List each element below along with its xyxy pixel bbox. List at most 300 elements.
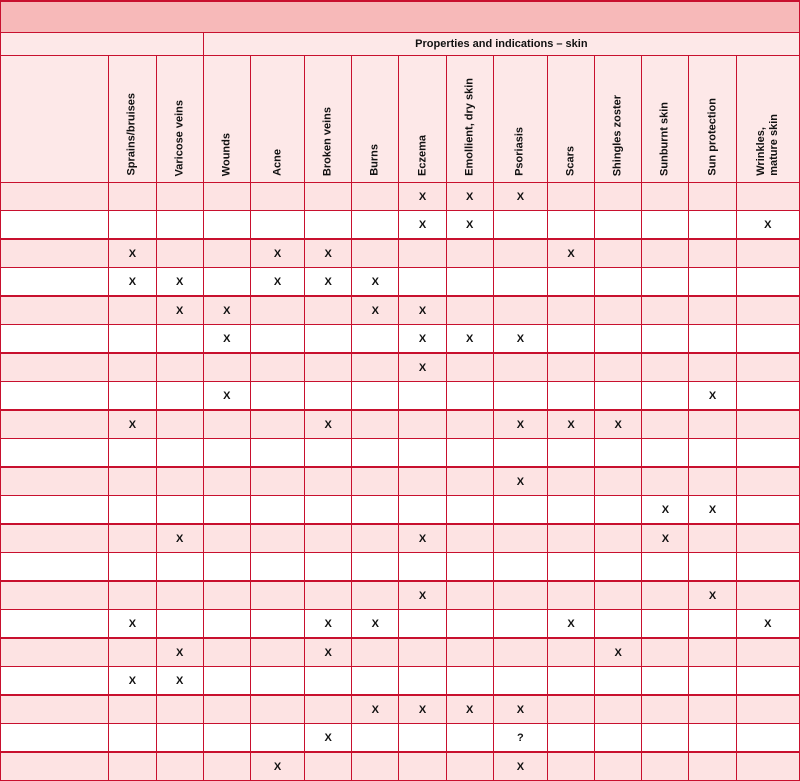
- column-header-label: Wounds: [220, 132, 233, 176]
- table-cell: [736, 296, 799, 325]
- table-cell: [203, 638, 250, 667]
- table-cell: [547, 496, 594, 525]
- table-cell: [399, 382, 446, 411]
- column-header-label: Eczema: [416, 135, 429, 176]
- table-cell: [399, 638, 446, 667]
- table-cell: [399, 268, 446, 297]
- table-cell: [156, 496, 203, 525]
- table-cell: [203, 410, 250, 439]
- table-cell: [493, 496, 547, 525]
- column-header-label: Sun protection: [706, 98, 719, 176]
- table-cell: X: [547, 239, 594, 268]
- table-cell: [250, 695, 304, 724]
- table-cell: X: [547, 410, 594, 439]
- column-header-row: [1, 56, 800, 183]
- table-cell: [642, 553, 689, 582]
- column-header: [156, 56, 203, 183]
- table-cell: [642, 610, 689, 639]
- table-cell: [547, 353, 594, 382]
- row-label-cell: [1, 296, 109, 325]
- table-row: [1, 382, 800, 411]
- table-cell: [493, 353, 547, 382]
- table-cell: [493, 268, 547, 297]
- table-row: [1, 353, 800, 382]
- table-cell: [493, 211, 547, 240]
- table-cell: [689, 439, 736, 468]
- table-cell: [642, 752, 689, 781]
- table-cell: [736, 524, 799, 553]
- table-cell: [250, 439, 304, 468]
- table-cell: [547, 581, 594, 610]
- table-cell: [493, 439, 547, 468]
- row-label-cell: [1, 496, 109, 525]
- table-cell: X: [493, 695, 547, 724]
- column-header: [399, 56, 446, 183]
- table-cell: [595, 496, 642, 525]
- table-cell: [156, 439, 203, 468]
- table-row: [1, 581, 800, 610]
- table-cell: X: [352, 268, 399, 297]
- table-cell: X: [399, 581, 446, 610]
- table-cell: [689, 638, 736, 667]
- row-label-cell: [1, 695, 109, 724]
- table-cell: X: [399, 296, 446, 325]
- table-cell: [203, 667, 250, 696]
- table-cell: X: [446, 211, 493, 240]
- table-cell: [109, 524, 156, 553]
- table-row: [1, 724, 800, 753]
- table-cell: [689, 610, 736, 639]
- table-cell: [305, 353, 352, 382]
- table-cell: [109, 353, 156, 382]
- row-label-cell: [1, 581, 109, 610]
- table-cell: [156, 724, 203, 753]
- table-cell: [446, 496, 493, 525]
- table-cell: [250, 410, 304, 439]
- table-cell: [642, 211, 689, 240]
- table-cell: [250, 638, 304, 667]
- table-cell: [250, 211, 304, 240]
- table-cell: [352, 239, 399, 268]
- column-header-label: Emollient, dry skin: [463, 78, 476, 176]
- table-cell: X: [109, 410, 156, 439]
- table-cell: X: [642, 524, 689, 553]
- table-cell: [642, 268, 689, 297]
- table-cell: [109, 638, 156, 667]
- table-cell: [493, 638, 547, 667]
- table-cell: [689, 239, 736, 268]
- table-cell: [595, 467, 642, 496]
- table-cell: [305, 382, 352, 411]
- group-header-blank: [1, 33, 204, 56]
- table-cell: X: [689, 581, 736, 610]
- column-header: [689, 56, 736, 183]
- table-cell: [642, 410, 689, 439]
- table-cell: X: [203, 325, 250, 354]
- table-cell: [736, 183, 799, 211]
- table-cell: [493, 581, 547, 610]
- table-cell: [595, 581, 642, 610]
- table-cell: [109, 211, 156, 240]
- table-cell: [689, 467, 736, 496]
- table-cell: [203, 610, 250, 639]
- table-cell: [203, 211, 250, 240]
- row-label-cell: [1, 239, 109, 268]
- table-row: [1, 467, 800, 496]
- row-label-header: [1, 56, 109, 183]
- table-cell: [109, 382, 156, 411]
- table-cell: X: [109, 610, 156, 639]
- table-cell: [156, 610, 203, 639]
- table-cell: [305, 496, 352, 525]
- table-cell: [250, 325, 304, 354]
- row-label-cell: [1, 410, 109, 439]
- table-cell: [446, 667, 493, 696]
- table-cell: [642, 467, 689, 496]
- table-cell: [493, 382, 547, 411]
- table-cell: [642, 695, 689, 724]
- row-label-cell: [1, 183, 109, 211]
- table-row: [1, 638, 800, 667]
- table-cell: [203, 524, 250, 553]
- column-header: [736, 56, 799, 183]
- table-cell: [736, 410, 799, 439]
- table-cell: [547, 524, 594, 553]
- table-cell: [203, 752, 250, 781]
- table-cell: [156, 752, 203, 781]
- table-cell: [736, 724, 799, 753]
- table-cell: [547, 183, 594, 211]
- column-header: [595, 56, 642, 183]
- table-row: [1, 667, 800, 696]
- table-cell: [595, 382, 642, 411]
- table-cell: [109, 496, 156, 525]
- table-cell: [109, 296, 156, 325]
- table-cell: [305, 296, 352, 325]
- table-cell: X: [203, 296, 250, 325]
- table-cell: [352, 410, 399, 439]
- table-cell: X: [352, 695, 399, 724]
- column-header: [305, 56, 352, 183]
- table-cell: [689, 268, 736, 297]
- table-cell: [305, 183, 352, 211]
- table-cell: [305, 439, 352, 468]
- table-cell: X: [250, 752, 304, 781]
- table-cell: [493, 553, 547, 582]
- table-cell: [642, 239, 689, 268]
- table-cell: X: [399, 524, 446, 553]
- table-cell: [595, 724, 642, 753]
- table-cell: [203, 183, 250, 211]
- table-cell: [250, 467, 304, 496]
- table-cell: [547, 638, 594, 667]
- table-cell: [595, 353, 642, 382]
- table-cell: [547, 439, 594, 468]
- table-cell: [352, 724, 399, 753]
- table-cell: [446, 752, 493, 781]
- column-header-label: Varicose veins: [173, 99, 186, 176]
- table-cell: X: [203, 382, 250, 411]
- table-cell: X: [305, 410, 352, 439]
- table-cell: X: [547, 610, 594, 639]
- table-cell: X: [305, 268, 352, 297]
- table-cell: [250, 296, 304, 325]
- table-cell: [305, 211, 352, 240]
- column-header: [446, 56, 493, 183]
- table-cell: [203, 439, 250, 468]
- table-cell: [595, 667, 642, 696]
- table-cell: [156, 467, 203, 496]
- table-cell: [352, 211, 399, 240]
- table-cell: [156, 382, 203, 411]
- table-cell: [689, 553, 736, 582]
- table-cell: [250, 382, 304, 411]
- table-cell: [250, 581, 304, 610]
- table-cell: [352, 325, 399, 354]
- table-cell: [642, 183, 689, 211]
- table-cell: [689, 695, 736, 724]
- column-header-label: Acne: [271, 149, 283, 176]
- table-cell: X: [305, 724, 352, 753]
- table-cell: [689, 211, 736, 240]
- table-row: [1, 695, 800, 724]
- row-label-cell: [1, 553, 109, 582]
- row-label-cell: [1, 325, 109, 354]
- column-header-label: Wrinkles, mature skin: [754, 114, 780, 176]
- table-row: [1, 239, 800, 268]
- table-cell: X: [736, 211, 799, 240]
- table-cell: X: [446, 695, 493, 724]
- table-cell: [736, 239, 799, 268]
- table-cell: ?: [493, 724, 547, 753]
- table-cell: [109, 581, 156, 610]
- table-cell: [689, 524, 736, 553]
- table-cell: [736, 581, 799, 610]
- table-cell: [446, 439, 493, 468]
- table-cell: X: [399, 183, 446, 211]
- column-header-label: Broken veins: [321, 106, 334, 176]
- table-cell: [109, 325, 156, 354]
- table-cell: [642, 724, 689, 753]
- table-cell: [250, 610, 304, 639]
- table-cell: [547, 325, 594, 354]
- column-header-label: Shingles zoster: [611, 94, 624, 176]
- table-cell: [595, 268, 642, 297]
- table-cell: X: [493, 410, 547, 439]
- table-cell: [736, 496, 799, 525]
- table-cell: [595, 296, 642, 325]
- column-header: [547, 56, 594, 183]
- table-cell: [250, 496, 304, 525]
- table-cell: X: [595, 638, 642, 667]
- table-cell: [305, 581, 352, 610]
- table-cell: [109, 183, 156, 211]
- table-row: [1, 439, 800, 468]
- table-cell: X: [305, 610, 352, 639]
- table-cell: [399, 410, 446, 439]
- row-label-cell: [1, 610, 109, 639]
- table-cell: [595, 695, 642, 724]
- table-cell: [305, 553, 352, 582]
- table-cell: X: [689, 382, 736, 411]
- table-row: [1, 268, 800, 297]
- table-cell: [595, 239, 642, 268]
- table-cell: [203, 724, 250, 753]
- table-cell: [203, 467, 250, 496]
- table-cell: X: [250, 239, 304, 268]
- table-cell: [547, 752, 594, 781]
- table-cell: [642, 325, 689, 354]
- column-header-label: Sunburnt skin: [658, 102, 671, 176]
- table-cell: [352, 467, 399, 496]
- table-cell: [493, 524, 547, 553]
- table-cell: [689, 667, 736, 696]
- table-cell: X: [156, 296, 203, 325]
- table-cell: [109, 752, 156, 781]
- column-header-label: Burns: [368, 144, 381, 176]
- table-cell: [109, 467, 156, 496]
- table-cell: [352, 667, 399, 696]
- table-cell: [689, 183, 736, 211]
- table-cell: [250, 667, 304, 696]
- table-cell: [595, 183, 642, 211]
- table-cell: [399, 439, 446, 468]
- table-cell: [736, 553, 799, 582]
- table-cell: [689, 296, 736, 325]
- table-cell: [547, 296, 594, 325]
- table-cell: [547, 553, 594, 582]
- table-row: [1, 410, 800, 439]
- table-cell: [109, 724, 156, 753]
- table-cell: [736, 382, 799, 411]
- table-cell: [156, 553, 203, 582]
- table-cell: [446, 724, 493, 753]
- table-cell: [305, 467, 352, 496]
- table-cell: X: [109, 239, 156, 268]
- table-cell: [399, 467, 446, 496]
- table-row: [1, 496, 800, 525]
- table-row: [1, 183, 800, 211]
- table-cell: [352, 581, 399, 610]
- table-cell: [156, 695, 203, 724]
- title-band: [1, 1, 800, 33]
- table-cell: X: [305, 638, 352, 667]
- table-row: [1, 296, 800, 325]
- table-cell: [352, 353, 399, 382]
- table-cell: X: [493, 183, 547, 211]
- table-cell: [446, 553, 493, 582]
- table-cell: [156, 581, 203, 610]
- table-cell: X: [156, 524, 203, 553]
- table-row: [1, 211, 800, 240]
- table-cell: [736, 439, 799, 468]
- table-cell: [352, 382, 399, 411]
- table-cell: [689, 410, 736, 439]
- table-cell: [595, 553, 642, 582]
- table-cell: [446, 296, 493, 325]
- table-cell: [399, 667, 446, 696]
- table-cell: [203, 239, 250, 268]
- table-cell: X: [352, 610, 399, 639]
- table-cell: X: [156, 667, 203, 696]
- table-cell: [595, 211, 642, 240]
- table-cell: [305, 752, 352, 781]
- table-cell: X: [446, 325, 493, 354]
- table-cell: X: [399, 353, 446, 382]
- table-cell: X: [399, 325, 446, 354]
- table-cell: [547, 268, 594, 297]
- column-header-label: Psoriasis: [513, 127, 526, 176]
- table-cell: [109, 695, 156, 724]
- row-label-cell: [1, 211, 109, 240]
- table-cell: [493, 610, 547, 639]
- row-label-cell: [1, 524, 109, 553]
- table-cell: [446, 382, 493, 411]
- table-cell: [352, 524, 399, 553]
- table-cell: [446, 638, 493, 667]
- table-cell: [595, 752, 642, 781]
- table-cell: [399, 724, 446, 753]
- table-cell: [547, 695, 594, 724]
- table-cell: [156, 239, 203, 268]
- row-label-cell: [1, 724, 109, 753]
- table-row: [1, 610, 800, 639]
- table-cell: [399, 752, 446, 781]
- table-cell: [352, 496, 399, 525]
- table-cell: [736, 695, 799, 724]
- table-cell: X: [250, 268, 304, 297]
- column-header: [250, 56, 304, 183]
- table-cell: [493, 667, 547, 696]
- table-cell: [250, 353, 304, 382]
- table-cell: [203, 496, 250, 525]
- table-cell: [547, 211, 594, 240]
- table-cell: [156, 211, 203, 240]
- table-cell: [109, 439, 156, 468]
- row-label-cell: [1, 268, 109, 297]
- table-cell: [446, 268, 493, 297]
- table-cell: [352, 638, 399, 667]
- table-cell: [642, 667, 689, 696]
- table-cell: [156, 410, 203, 439]
- table-row: [1, 524, 800, 553]
- table-cell: [203, 353, 250, 382]
- table-cell: [352, 553, 399, 582]
- table-cell: [156, 353, 203, 382]
- column-header: [109, 56, 156, 183]
- title-band-cell: [1, 1, 800, 33]
- table-cell: [736, 752, 799, 781]
- table-cell: X: [156, 638, 203, 667]
- column-header: [642, 56, 689, 183]
- table-cell: [305, 325, 352, 354]
- table-cell: X: [493, 325, 547, 354]
- table-cell: [399, 553, 446, 582]
- table-cell: X: [352, 296, 399, 325]
- table-cell: [642, 638, 689, 667]
- table-cell: [446, 610, 493, 639]
- column-header-label: Sprains/bruises: [125, 93, 138, 176]
- table-cell: [156, 183, 203, 211]
- table-cell: [305, 524, 352, 553]
- table-cell: [352, 752, 399, 781]
- group-header-label: Properties and indications – skin: [203, 33, 799, 56]
- table-cell: [446, 239, 493, 268]
- table-cell: [446, 524, 493, 553]
- table-cell: X: [446, 183, 493, 211]
- table-cell: [352, 439, 399, 468]
- table-cell: X: [305, 239, 352, 268]
